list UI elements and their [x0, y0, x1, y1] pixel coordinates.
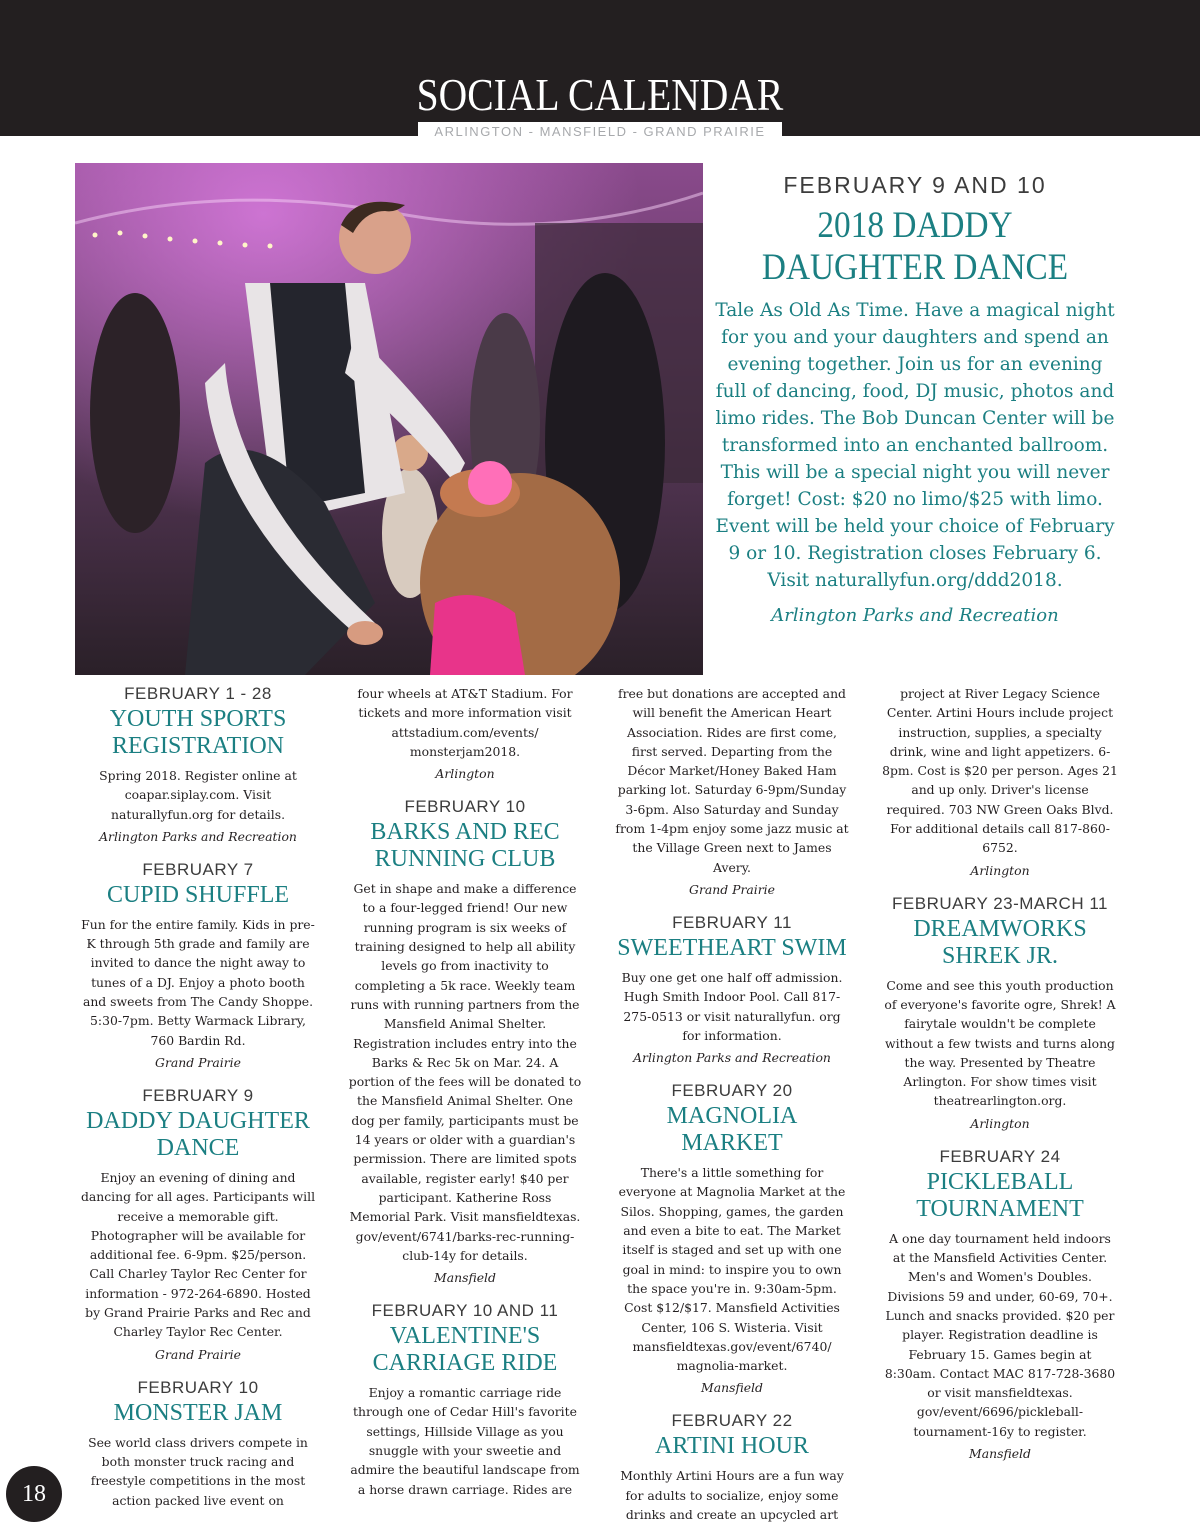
event-date: FEBRUARY 23-MARCH 11: [892, 893, 1108, 913]
event-artini-hour: [614, 1411, 850, 1524]
event-location: Grand Prairie: [155, 1054, 241, 1070]
event-carriage-ride: [347, 1301, 583, 1499]
event-location: Mansfield: [969, 1446, 1031, 1462]
event-date: FEBRUARY 22: [671, 1411, 793, 1431]
event-title: CUPID SHUFFLE: [106, 881, 290, 908]
event-title: DADDY DAUGHTER DANCE: [86, 1107, 310, 1161]
event-description: Enjoy a romantic carriage ride through one of Cedar Hill's favorite settings, Hillside Village as you snuggle with your sweetie and admire the beautiful landscape from a horse drawn carriage. Rides are: [350, 1385, 580, 1497]
calendar-column-2: [347, 684, 583, 1499]
event-title: DREAMWORKS SHREK JR.: [913, 915, 1087, 969]
event-title: MONSTER JAM: [113, 1399, 283, 1426]
event-location: Arlington: [435, 766, 495, 782]
event-title: VALENTINE'S CARRIAGE RIDE: [372, 1323, 558, 1377]
event-date: FEBRUARY 20: [671, 1081, 793, 1101]
event-daddy-daughter-dance: [80, 1086, 316, 1362]
event-location: Mansfield: [701, 1380, 763, 1396]
feature-event: [715, 172, 1115, 626]
event-location: Grand Prairie: [155, 1346, 241, 1362]
event-description: free but donations are accepted and will benefit the American Heart Association. Rides are first come, first served. Departing from the Décor Market/Honey Baked Ham parking lot. Saturday 6-9pm/Sunday 3-6pm. Also Saturday and Sunday from 1-4pm enjoy some jazz music at the Village Green next to James Avery.: [615, 686, 849, 875]
event-description: Spring 2018. Register online at coapar.siplay.com. Visit naturallyfun.org for details.: [99, 768, 297, 822]
event-magnolia-market: [614, 1081, 850, 1395]
event-description: Enjoy an evening of dining and dancing for all ages. Participants will receive a memorable gift. Photographer will be available for additional fee. 6-9pm. $25/person. Call Charley Taylor Rec Center for information - 972-264-6890. Hosted by Grand Prairie Parks and Rec and Charley Taylor Rec Center.: [80, 1169, 316, 1340]
event-description: Get in shape and make a difference to a four-legged friend! Our new running program is six weeks of training designed to help all ability levels go from inactivity to completing a 5k race. Weekly team runs with running partners from the Mansfield Animal Shelter. Registration includes entry into the Barks & Rec 5k on Mar. 24. A portion of the fees will be donated to the Mansfield Animal Shelter. One dog per family, participants must be 14 years or older with a guardian's permission. There are limited spots available, register early! $40 per participant. Katherine Ross Memorial Park. Visit mansfieldtexas. gov/event/6741/barks-rec-running-club-14y for details.: [348, 881, 582, 1263]
event-description: There's a little something for everyone at Magnolia Market at the Silos. Shopping, games, the garden and even a bite to eat. The Market itself is staged and set up with one goal in mind: to inspire you to own the space you're in. 9:30am-5pm. Cost $12/$17. Mansfield Activities Center, 106 S. Wisteria. Visit mansfieldtexas.gov/event/6740/ magnolia-market.: [618, 1165, 846, 1374]
event-location: Arlington: [970, 862, 1030, 878]
event-sweetheart-swim: [614, 913, 850, 1065]
event-title: YOUTH SPORTS REGISTRATION: [109, 706, 287, 759]
calendar-column-4: [882, 684, 1118, 1477]
calendar-column-3: [614, 684, 850, 1524]
page-number: 18: [6, 1466, 62, 1522]
event-title: ARTINI HOUR: [655, 1433, 809, 1460]
event-description: project at River Legacy Science Center. Artini Hours include project instruction, supplies, a specialty drink, wine and light appetizers. 6-8pm. Cost is $20 per person. Ages 21 and up only. Driver's license required. 703 NW Green Oaks Blvd. For additional details call 817-860-6752.: [882, 686, 1118, 856]
event-cupid-shuffle: [80, 860, 316, 1070]
event-location: Arlington Parks and Recreation: [633, 1050, 831, 1066]
event-carriage-ride-continued: [614, 684, 850, 897]
dance-photo-illustration: [75, 163, 703, 675]
event-date: FEBRUARY 10 AND 11: [371, 1301, 559, 1321]
event-description: Come and see this youth production of everyone's favorite ogre, Shrek! A fairytale wouldn't be complete without a few twists and turns along the way. Presented by Theatre Arlington. For show times visit theatrearlington.org.: [884, 977, 1116, 1109]
feature-description: Tale As Old As Time. Have a magical night for you and your daughters and spend an evening together. Join us for an evening full of dancing, food, DJ music, photos and limo rides. The Bob Duncan Center will be transformed into an enchanted ballroom. This will be a special night you will never forget! Cost: $20 no limo/$25 with limo. Event will be held your choice of February 9 or 10. Registration closes February 6. Visit naturallyfun.org/ddd2018.: [715, 300, 1115, 591]
event-date: FEBRUARY 7: [142, 859, 254, 879]
event-date: FEBRUARY 1 - 28: [124, 684, 272, 703]
event-shrek-jr: [882, 894, 1118, 1131]
feature-title: 2018 DADDY DAUGHTER DANCE: [761, 205, 1069, 288]
event-date: FEBRUARY 9: [142, 1085, 254, 1105]
event-title: PICKLEBALL TOURNAMENT: [916, 1168, 1084, 1222]
event-description: A one day tournament held indoors at the Mansfield Activities Center. Men's and Women's Doubles. Divisions 59 and under, 60-69, 70+. Lunch and snacks provided. $20 per player. Registration deadline is February 15. Games begin at 8:30am. Contact MAC 817-728-3680 or visit mansfieldtexas. gov/event/6696/pickleball-tournament-16y to register.: [884, 1230, 1116, 1439]
feature-organizer: Arlington Parks and Recreation: [771, 605, 1059, 626]
dance-photo: [75, 163, 703, 675]
calendar-column-1: [80, 684, 316, 1510]
event-title: BARKS AND REC RUNNING CLUB: [370, 819, 560, 873]
event-title: SWEETHEART SWIM: [617, 934, 847, 961]
event-youth-sports: [80, 684, 316, 844]
feature-date: FEBRUARY 9 AND 10: [783, 172, 1047, 198]
event-location: Arlington: [970, 1115, 1030, 1131]
event-date: FEBRUARY 10: [404, 797, 526, 817]
event-location: Grand Prairie: [689, 881, 775, 897]
event-barks-and-rec: [347, 797, 583, 1285]
event-date: FEBRUARY 24: [939, 1146, 1061, 1166]
event-artini-hour-continued: [882, 684, 1118, 878]
event-location: Arlington Parks and Recreation: [99, 828, 297, 844]
event-description: Fun for the entire family. Kids in pre-K through 5th grade and family are invited to dance the night away to tunes of a DJ. Enjoy a photo booth and sweets from The Candy Shoppe. 5:30-7pm. Betty Warmack Library, 760 Bardin Rd.: [81, 916, 315, 1048]
event-date: FEBRUARY 10: [137, 1377, 259, 1397]
event-description: See world class drivers compete in both monster truck racing and freestyle competitions in the most action packed live event on: [88, 1434, 308, 1508]
event-monster-jam-continued: [347, 684, 583, 781]
event-description: Buy one get one half off admission. Hugh Smith Indoor Pool. Call 817-275-0513 or visit naturallyfun. org for information.: [621, 969, 843, 1043]
event-pickleball-tournament: [882, 1147, 1118, 1461]
masthead-title: SOCIAL CALENDAR: [416, 69, 784, 120]
event-location: Mansfield: [434, 1270, 496, 1286]
event-description: Monthly Artini Hours are a fun way for adults to socialize, enjoy some drinks and create an upcycled art: [620, 1468, 844, 1523]
event-description: four wheels at AT&T Stadium. For tickets and more information visit attstadium.com/events/ monsterjam2018.: [357, 686, 573, 759]
event-title: MAGNOLIA MARKET: [666, 1103, 798, 1157]
masthead-subtitle: ARLINGTON - MANSFIELD - GRAND PRAIRIE: [418, 122, 782, 142]
event-date: FEBRUARY 11: [672, 912, 792, 932]
event-monster-jam: [80, 1378, 316, 1510]
